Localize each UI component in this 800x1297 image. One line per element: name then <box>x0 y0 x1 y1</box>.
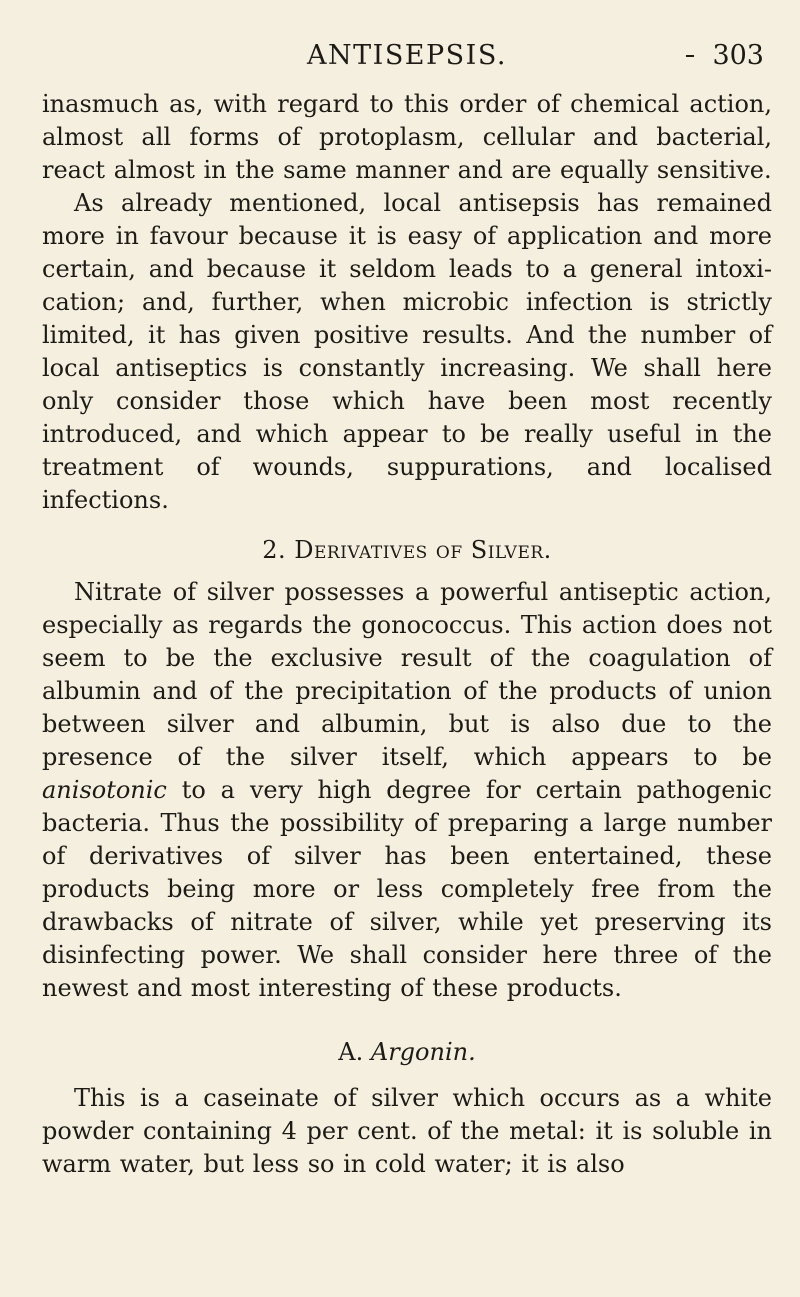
subsection-heading <box>42 1036 772 1069</box>
continued-paragraph: inasmuch as, with regard to this order of chemical action, almost all forms of protoplasm, cellular and bacterial, react almost in the same manner and are equally sensitive. <box>42 90 772 184</box>
page-number: 303 <box>712 40 764 71</box>
argonin-paragraph: This is a caseinate of silver which occurs as a white powder containing 4 per cent. of the metal: it is soluble in warm water, but less so in cold water; it is also <box>42 1084 772 1178</box>
paragraph-text-end: to a very high degree for certain pathogenic bacteria. Thus the possibility of preparing a large number of derivatives of silver has been entertained, these products being more or less completely free from the drawbacks of nitrate of silver, while yet preserving its disinfecting power. We shall consider here three of the newest and most interesting of these products. <box>42 776 772 1002</box>
section-title: Derivatives of Silver. <box>294 536 552 564</box>
section-number: 2. <box>262 536 287 564</box>
subsection-label: A. <box>338 1038 364 1066</box>
section-heading <box>42 534 772 567</box>
italic-term: anisotonic <box>42 776 167 804</box>
header-mark <box>686 55 694 57</box>
local-antisepsis-paragraph: As already mentioned, local antisepsis has remained more in favour because it is easy of application and more certain, and because it seldom leads to a general intoxi-cation; and, further, when microbic infection is strictly limited, it has given positive results. And the number of local antiseptics is constantly increasing. We shall here only consider those which have been most recently introduced, and which appear to be really useful in the treatment of wounds, suppurations, and localised infections. <box>42 189 772 514</box>
paragraph-text-start: Nitrate of silver possesses a powerful antiseptic action, especially as regards the gonococcus. This action does not seem to be the exclusive result of the coagulation of albumin and of the precipitation of the products of union between silver and albumin, but is also due to the presence of the silver itself, which appears to be <box>42 578 772 771</box>
running-title: ANTISEPSIS. <box>307 40 507 71</box>
nitrate-of-silver-paragraph <box>42 576 772 1005</box>
running-header <box>42 36 772 88</box>
subsection-title: Argonin. <box>370 1038 476 1066</box>
